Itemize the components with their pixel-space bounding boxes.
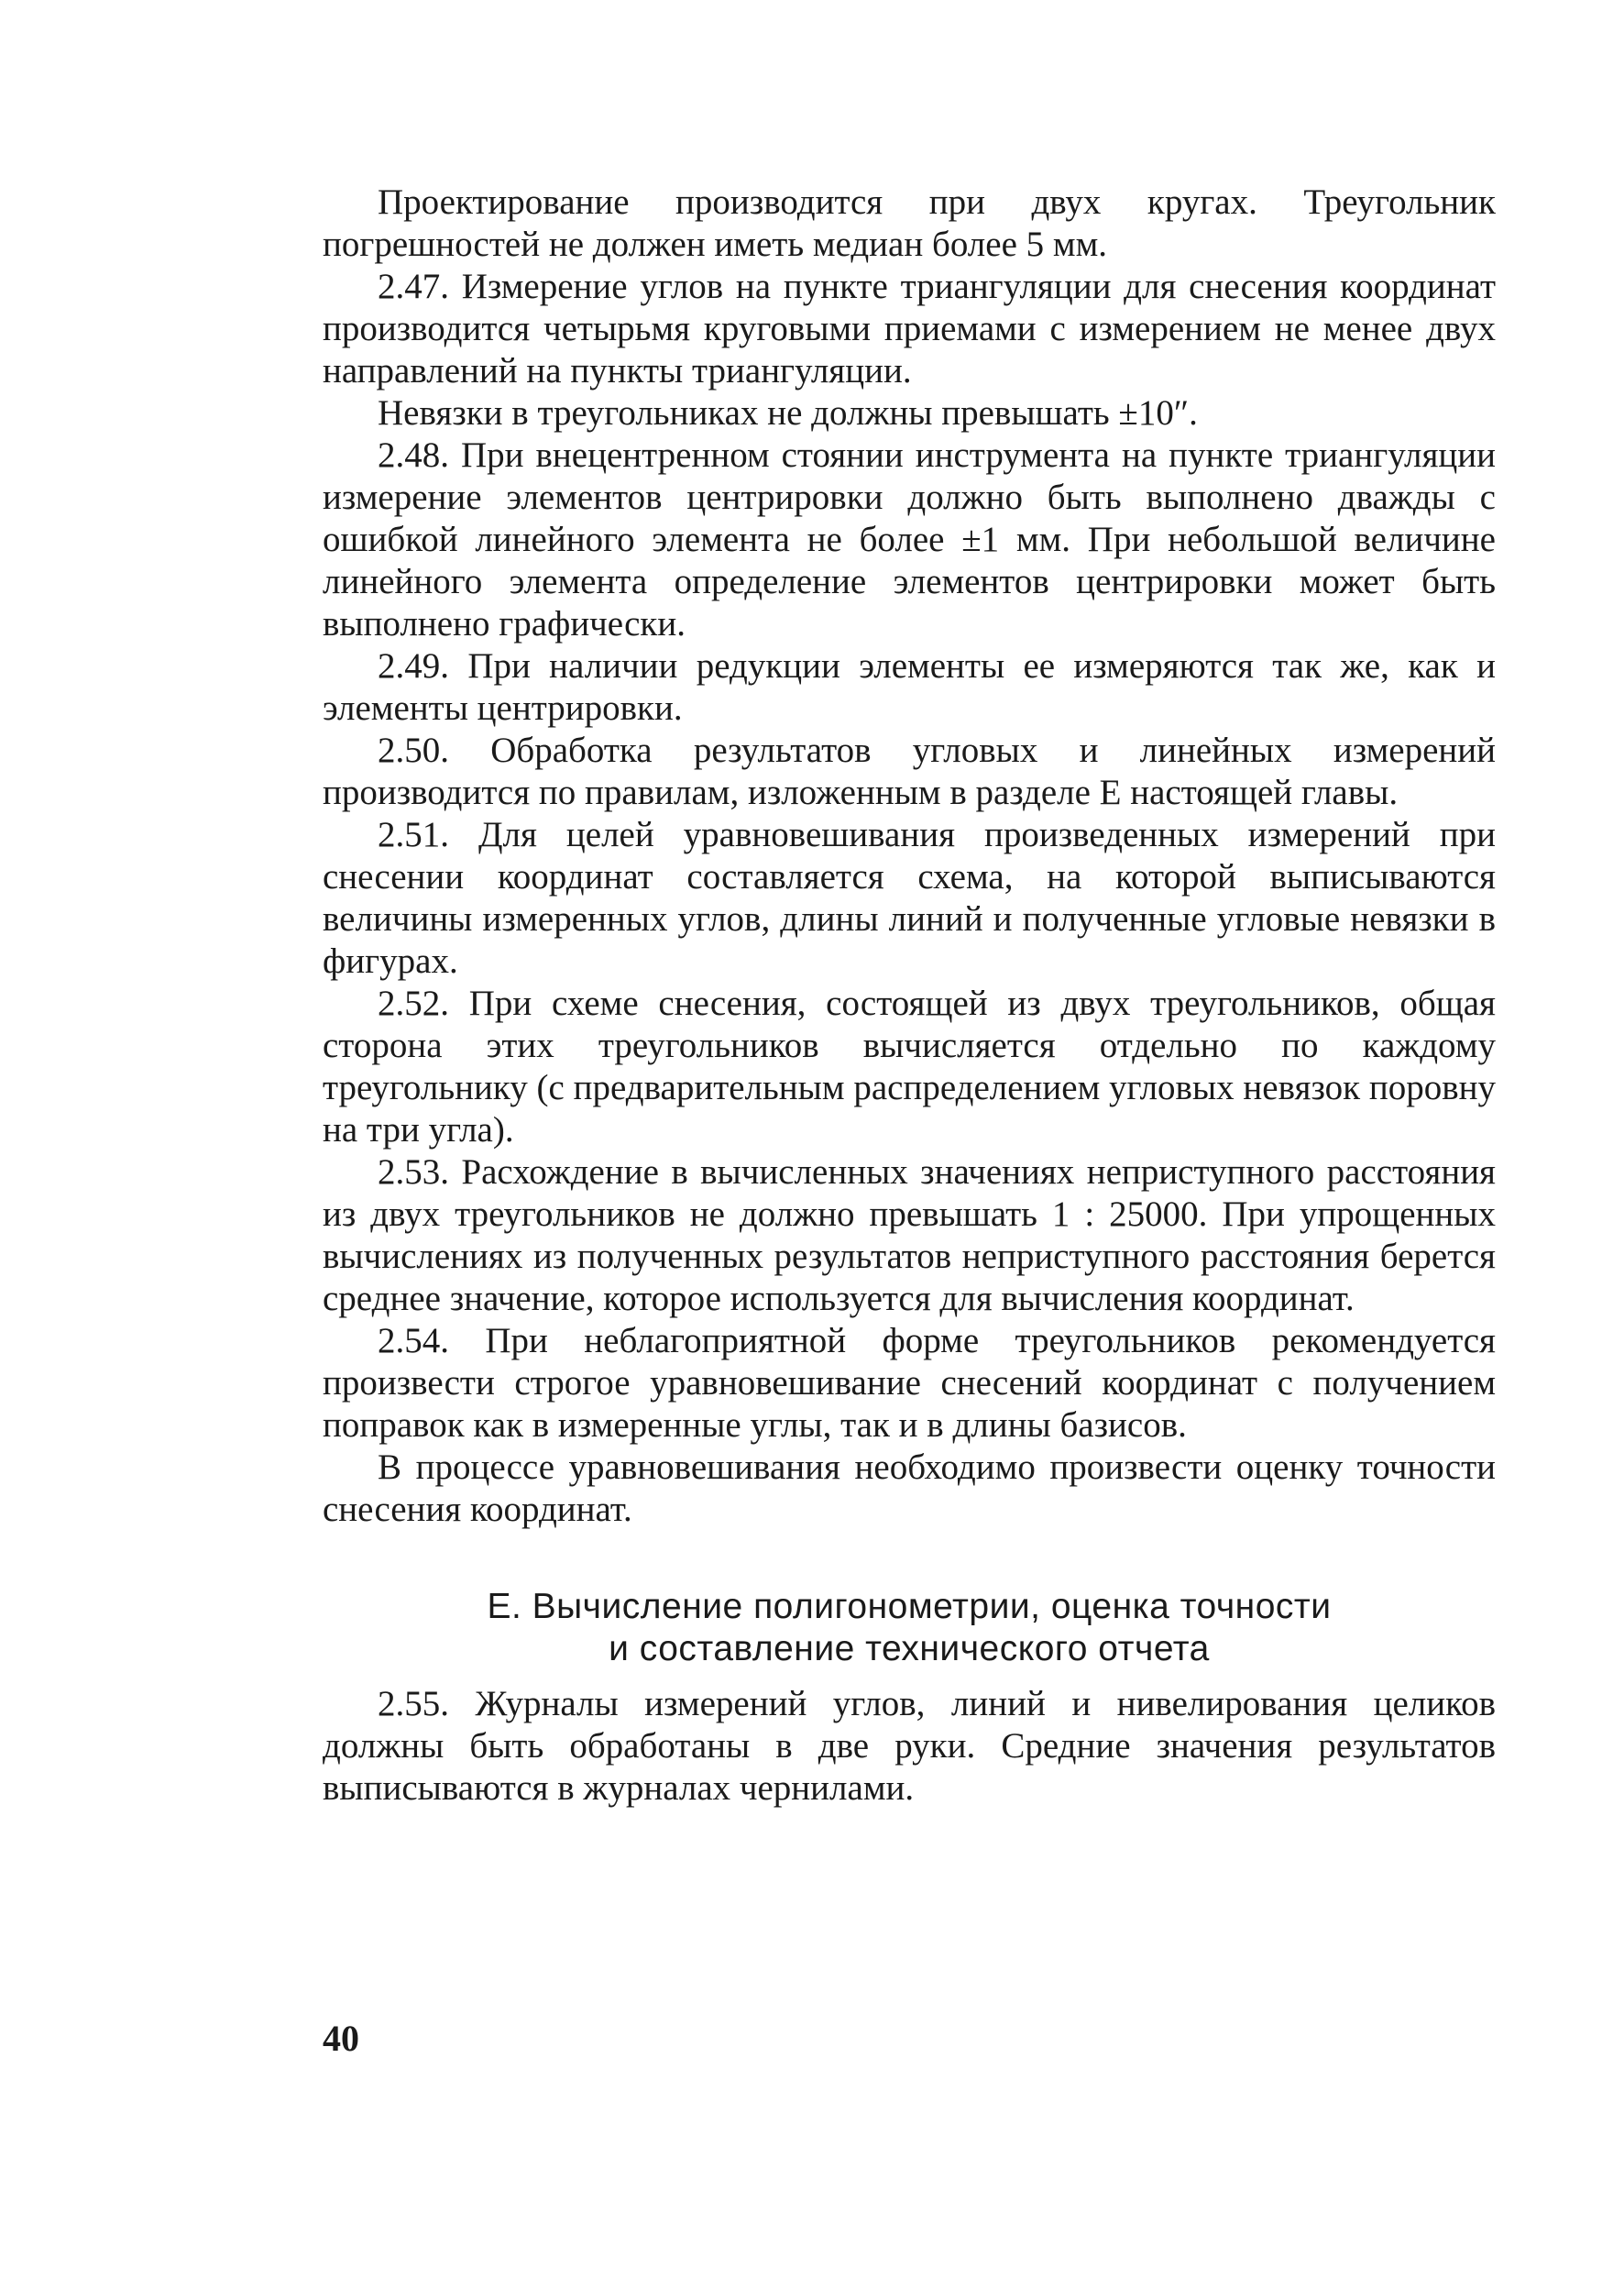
- paragraph-2-49: 2.49. При наличии редукции элементы ее измеряются так же, как и элементы центрировки.: [323, 646, 1496, 728]
- paragraph: Невязки в треугольниках не должны превышать ±10″.: [378, 393, 1198, 433]
- paragraph-2-50: 2.50. Обработка результатов угловых и линейных измерений производится по правилам, изложенным в разделе Е настоящей главы.: [323, 731, 1496, 812]
- paragraph: Проектирование производится при двух кругах. Треугольник погрешностей не должен иметь медиан более 5 мм.: [323, 182, 1496, 264]
- paragraph-2-54: 2.54. При неблагоприятной форме треугольников рекомендуется произвести строгое уравновешивание снесений координат с получением поправок как в измеренные углы, так и в длины базисов.: [323, 1321, 1496, 1445]
- paragraph-2-55: 2.55. Журналы измерений углов, линий и нивелирования целиков должны быть обработаны в две руки. Средние значения результатов выписываются в журналах чернилами.: [323, 1684, 1496, 1808]
- paragraph-2-53: 2.53. Расхождение в вычисленных значениях неприступного расстояния из двух треугольников не должно превышать 1 : 25000. При упрощенных вычислениях из полученных результатов неприступного расстояния берется среднее значение, которое используется для вычисления координат.: [323, 1152, 1496, 1318]
- section-heading-line2: и составление технического отчета: [609, 1629, 1210, 1668]
- section-heading: [323, 1586, 1496, 1670]
- paragraph: В процессе уравновешивания необходимо произвести оценку точности снесения координат.: [323, 1447, 1496, 1529]
- section-heading-line1: Е. Вычисление полигонометрии, оценка точности: [487, 1587, 1332, 1626]
- paragraph-2-48: 2.48. При внецентренном стоянии инструмента на пункте триангуляции измерение элементов центрировки должно быть выполнено дважды с ошибкой линейного элемента не более ±1 мм. При небольшой величине линейного элемента определение элементов центрировки может быть выполнено графически.: [323, 435, 1496, 644]
- page-number: 40: [323, 2018, 359, 2059]
- paragraph-2-51: 2.51. Для целей уравновешивания произведенных измерений при снесении координат составляется схема, на которой выписываются величины измеренных углов, длины линий и полученные угловые невязки в фигурах.: [323, 815, 1496, 981]
- paragraph-2-47: 2.47. Измерение углов на пункте триангуляции для снесения координат производится четырьмя круговыми приемами с измерением не менее двух направлений на пункты триангуляции.: [323, 267, 1496, 391]
- page-body: [323, 182, 1496, 1810]
- paragraph-2-52: 2.52. При схеме снесения, состоящей из двух треугольников, общая сторона этих треугольников вычисляется отдельно по каждому треугольнику (с предварительным распределением угловых невязок поровну на три угла).: [323, 984, 1496, 1150]
